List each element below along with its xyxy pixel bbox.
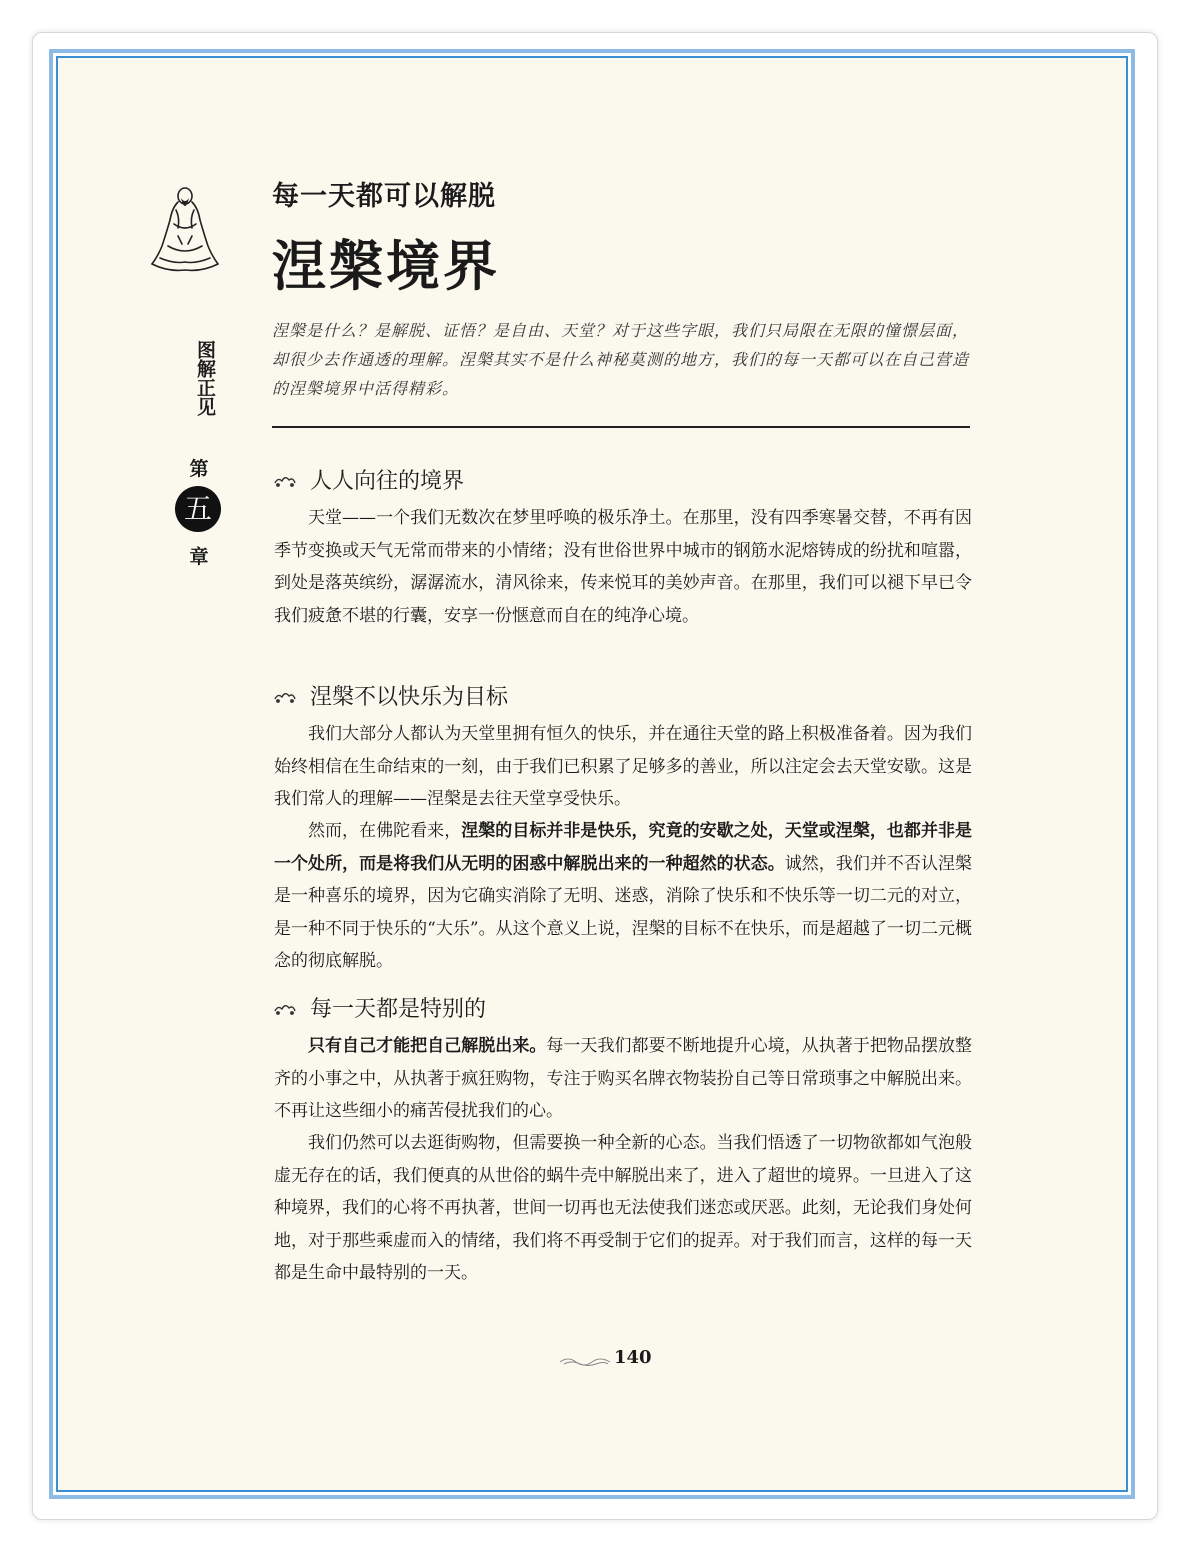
- cloud-ornament-icon: [272, 471, 298, 489]
- page-title: 涅槃境界: [272, 234, 500, 298]
- paragraph-emphasis: 只有自己才能把自己解脱出来。: [308, 1036, 547, 1056]
- intro-text: 涅槃是什么？是解脱、证悟？是自由、天堂？对于这些字眼，我们只局限在无限的憧憬层面，却很少去作通透的理解。涅槃其实不是什么神秘莫测的地方，我们的每一天都可以在自己营造的涅槃境界中活得精彩。: [272, 321, 970, 398]
- sidebar-book-title: 图解正见: [194, 340, 216, 416]
- page-subtitle: 每一天都可以解脱: [272, 181, 496, 212]
- paragraph-tail: 诚然，我们并不否认涅槃是一种喜乐的境界，因为它确实消除了无明、迷惑，消除了快乐和不快乐等一切二元的对立，是一种不同于快乐的“大乐”。从这个意义上说，涅槃的目标不在快乐，而是超越了一切二元概念的彻底解脱。: [274, 853, 972, 971]
- section-3-paragraph-2: 我们仍然可以去逛街购物，但需要换一种全新的心态。当我们悟透了一切物欲都如气泡般虚无存在的话，我们便真的从世俗的蜗牛壳中解脱出来了，进入了超世的境界。一旦进入了这种境界，我们的心将不再执著，世间一切再也无法使我们迷恋或厌恶。此刻，无论我们身处何地，对于那些乘虚而入的情绪，我们将不再受制于它们的捉弄。对于我们而言，这样的每一天都是生命中最特别的一天。: [274, 1133, 972, 1283]
- section-heading-1: [272, 464, 464, 495]
- section-2-paragraph-1: 我们大部分人都认为天堂里拥有恒久的快乐，并在通往天堂的路上积极准备着。因为我们始终相信在生命结束的一刻，由于我们已积累了足够多的善业，所以注定会去天堂安歇。这是我们常人的理解——涅槃是去往天堂享受快乐。: [274, 724, 972, 809]
- paragraph-lead: 然而，在佛陀看来，: [308, 821, 462, 841]
- paragraph-tail: 每一天我们都要不断地提升心境，从执著于把物品摆放整齐的小事之中，从执著于疯狂购物，专注于购买名牌衣物装扮自己等日常琐事之中解脱出来。不再让这些细小的痛苦侵扰我们的心。: [274, 1036, 973, 1121]
- section-2-paragraph-2: [274, 815, 972, 978]
- section-heading-3: [272, 992, 486, 1023]
- monk-illustration: [148, 184, 222, 276]
- cloud-ornament-icon: [272, 999, 298, 1017]
- section-heading-text: 涅槃不以快乐为目标: [310, 685, 509, 710]
- section-heading-2: [272, 680, 508, 711]
- page-number: 140: [614, 1347, 652, 1368]
- sidebar-chapter-suffix: 章: [189, 546, 209, 568]
- section-3-paragraph-1: [274, 1030, 972, 1128]
- cloud-ornament-icon: [272, 687, 298, 705]
- section-heading-text: 人人向往的境界: [310, 469, 465, 494]
- book-page: [58, 58, 1126, 1490]
- section-1-paragraph-1: 天堂——一个我们无数次在梦里呼唤的极乐净土。在那里，没有四季寒暑交替，不再有因季节变换或天气无常而带来的小情绪；没有世俗世界中城市的钢筋水泥熔铸成的纷扰和喧嚣，到处是落英缤纷，潺潺流水，清风徐来，传来悦耳的美妙声音。在那里，我们可以褪下早已令我们疲惫不堪的行囊，安享一份惬意而自在的纯净心境。: [274, 508, 972, 626]
- ornament-flourish-icon: [558, 1354, 612, 1368]
- divider: [272, 426, 970, 428]
- sidebar-chapter-number: 五: [175, 486, 221, 532]
- sidebar-chapter-prefix: 第: [189, 458, 209, 480]
- section-heading-text: 每一天都是特别的: [310, 997, 487, 1022]
- paragraph-emphasis: 涅槃的目标并非是快乐，究竟的安歇之处，天堂或涅槃，也都并非是一个处所，而是将我们从无明的困惑中解脱出来的一种超然的状态。: [274, 821, 973, 874]
